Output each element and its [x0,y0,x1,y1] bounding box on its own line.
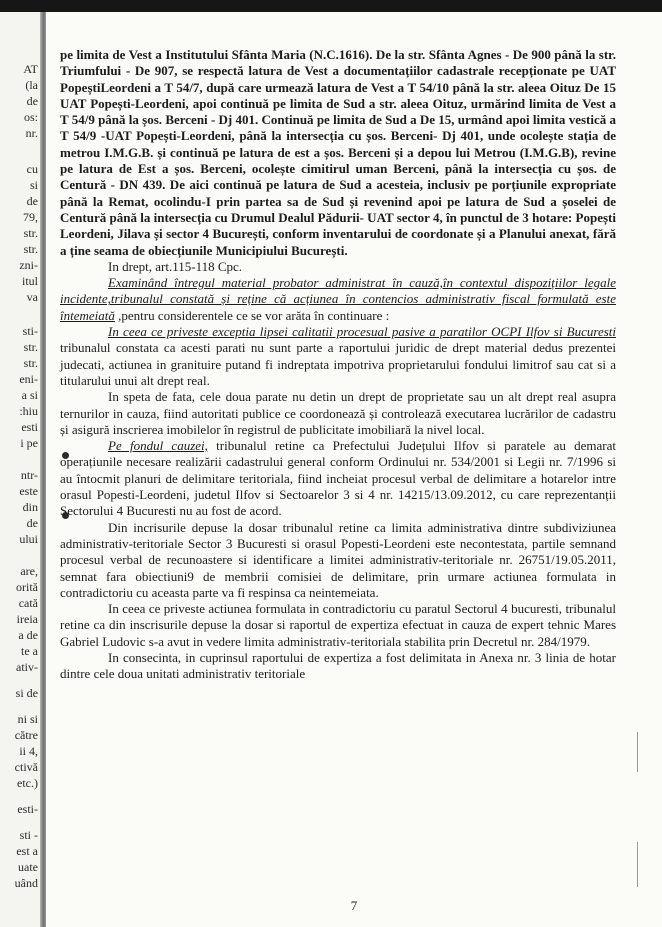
page-number: 7 [350,898,358,913]
left-margin-fragment: de [26,516,38,530]
left-margin-fragment: esti [21,420,38,434]
left-page-edge [0,12,44,927]
left-margin-fragment: si [29,178,38,192]
exception-underlined: In ceea ce priveste exceptia lipsei calitatii procesual pasive a paratilor OCPI Ilfov si Bucuresti [108,324,616,340]
left-margin-fragment: AT [23,62,38,76]
scan-top-border [0,0,662,12]
document-page [46,12,662,927]
left-margin-fragment: ni si [17,712,38,726]
left-margin-fragment: 79, [23,210,38,224]
left-margin-fragment: str. [23,242,38,256]
page-body [60,47,616,683]
left-margin-fragment: de [26,194,38,208]
left-margin-fragment: uând [14,876,38,890]
left-margin-fragment: ntr- [20,468,38,482]
merits-underlined: Pe fondul cauzei, [108,438,208,454]
left-margin-fragment: est a [16,844,38,858]
left-margin-fragment: eni- [19,372,38,386]
left-margin-fragment: ii 4, [19,744,38,758]
left-margin-fragment: către [14,728,38,742]
paragraph-legal-basis: In drept, art.115-118 Cpc. [108,258,243,274]
paragraph-expertise-report: In consecinta, in cuprinsul raportului de expertiza a fost delimitata in Anexa nr. 3 linia de hotar dintre cele doua unitati administrativ teritoriale [60,649,616,682]
left-margin-fragment: str. [23,356,38,370]
paper-edge-mark [637,842,638,887]
left-margin-fragment: sti - [19,828,38,842]
examination-tail: ,pentru considerentele ce se vor arăta în continuare : [114,307,390,323]
left-margin-fragment: esti- [17,802,38,816]
left-margin-fragment: zni- [19,258,38,272]
left-margin-fragment: ireia [16,612,38,626]
left-margin-fragment: cu [26,162,38,176]
left-margin-fragment: nr. [25,126,38,140]
left-margin-fragment: te a [21,644,38,658]
paragraph-exception [60,324,616,389]
left-margin-fragment: orită [16,580,38,594]
left-margin-fragment: a de [18,628,38,642]
left-margin-fragment: (la [25,78,38,92]
left-margin-fragment: str. [23,340,38,354]
examination-underlined: Examinând întregul material probator administrat în cauză,în contextul dispozițiilor legale incidente,tribunalul constată și reține că acțiunea în contencios administrativ fiscal formulată este întemeiată [60,275,616,323]
left-margin-fragment: os: [23,110,38,124]
paragraph-sector-3-limit: Din incrisurile depuse la dosar tribunalul retine ca limita administrativa dintre subdiviziunea administrativ-teritoriale Sector 3 Bucuresti si orasul Popesti-Leordeni este necontestata, partile semnand procesul verbal de recunoastere si identificare a limitei administrativ-teritoriale nr. 26751/19.05.2011, semnat fara obiectiuni9 de membrii comisiei de delimitare, prin urmare actiunea formulata in contradictoriu cu aceasta parte va fi respinsa ca neintemeiata. [60,519,616,600]
left-margin-fragment: uate [18,860,38,874]
paper-edge-mark [637,732,638,772]
left-margin-fragment: ativ- [16,660,38,674]
left-margin-fragment: are, [20,564,38,578]
left-margin-fragment: etc.) [17,776,38,790]
paragraph-examination [60,275,616,324]
left-margin-fragment: str. [23,226,38,240]
left-margin-fragment: va [26,290,38,304]
left-margin-fragment: sti- [22,324,38,338]
left-margin-fragment: si de [15,686,38,700]
paragraph-sector-4-action: In ceea ce priveste actiunea formulata in contradictoriu cu paratul Sectorul 4 bucuresti, tribunalul retine ca din inscrisurile depuse la dosar si raportul de expertiza efectuat in cauza de expert tehnic Mares Gabriel Ludovic s-a avut in vedere limita administrativ-teritoriala stabilita prin Decretul nr. 284/1979. [60,601,616,649]
left-margin-fragment: itul [21,274,38,288]
left-margin-fragment: ctivă [14,760,38,774]
paragraph-property-right: In speta de fata, cele doua parate nu detin un drept de proprietate sau un alt drept real asupra ternurilor in cauza, fiind autoritati publice ce coordonează și controlează executarea lucrărilor de cadastru și asigură inscrierea imobilelor în registrul de publicitate imobiliară la nivel local. [60,389,616,437]
left-margin-fragment: a si [21,388,38,402]
left-margin-fragment: :hiu [19,404,38,418]
exception-tail: tribunalul constata ca acesti parati nu sunt parte a raportului juridic de drept material dedus prezentei judecati, actiunea in granituire putand fi indreptata impotriva proprietarului fondului limitrof sau cat si a titularului unui alt drept real. [60,340,616,388]
left-margin-fragment: de [26,94,38,108]
paragraph-boundary-description: pe limita de Vest a Institutului Sfânta Maria (N.C.1616). De la str. Sfânta Agnes - De 900 până la str. Triumfului - De 907, se respectă latura de Vest a documentațiilor cadastrale recepționate pe UAT PopeștiLeordeni a T 54/7, după care urmează latura de Vest a T 54/10 până la str. aleea Oituz De 15 UAT Popești-Leordeni, apoi continuă pe limita de Sud a str. aleea Oituz, urmărind limita de Vest a T 54/9 până la șos. Berceni - Dj 401. Continuă pe limita de Sud a De 15, urmând apoi limita vestică a T 54/9 -UAT Popești-Leordeni, până la intersecția cu șos. Berceni- Dj 401, unde ocolește stația de metrou I.M.G.B. și continuă pe latura de est a șos. Berceni și a depou lui Metrou (I.M.G.B), revine pe latura de Est a șos. Berceni, ocolește cimitirul uman Berceni, până la intersecția cu șos. de Centură - DN 439. De aici continuă pe latura de Sud a acesteia, inclusiv pe porțiunile expropriate până la Remat, ocolindu-I prin partea sa de Sud și revenind apoi pe latura de Sud a șoselei de Centură până la intersecția cu Drumul Dealul Pădurii- UAT sector 4, în punctul de 3 hotare: Popești Leordeni, Jilava și sector 4 București, conform inventarului de coordonate și a Planului anexat, fără a ține seama de obiecțiunile Municipiului București. [60,47,616,258]
left-margin-fragment: ului [19,532,38,546]
left-margin-fragment: este [19,484,38,498]
paragraph-merits [60,438,616,519]
left-margin-fragment: i pe [20,436,38,450]
left-margin-fragment: cată [18,596,38,610]
left-margin-fragment: din [22,500,38,514]
merits-tail: tribunalul retine ca Prefectului Județului Ilfov si paratele au demarat operațiunile necesare realizării cadastrului general conform Ordinului nr. 534/2001 si Legii nr. 7/1996 si au întocmit planuri de delimitare teritoriala, fiind incheiat procesul verbal de delimitare a hotarelor intre orasul Popesti-Leordeni, judetul Ilfov si Sectoarelor 3 si 4 nr. 14215/13.09.2012, cu care reprezentanții Sectorului 4 Bucuresti nu au fost de acord. [60,438,616,519]
